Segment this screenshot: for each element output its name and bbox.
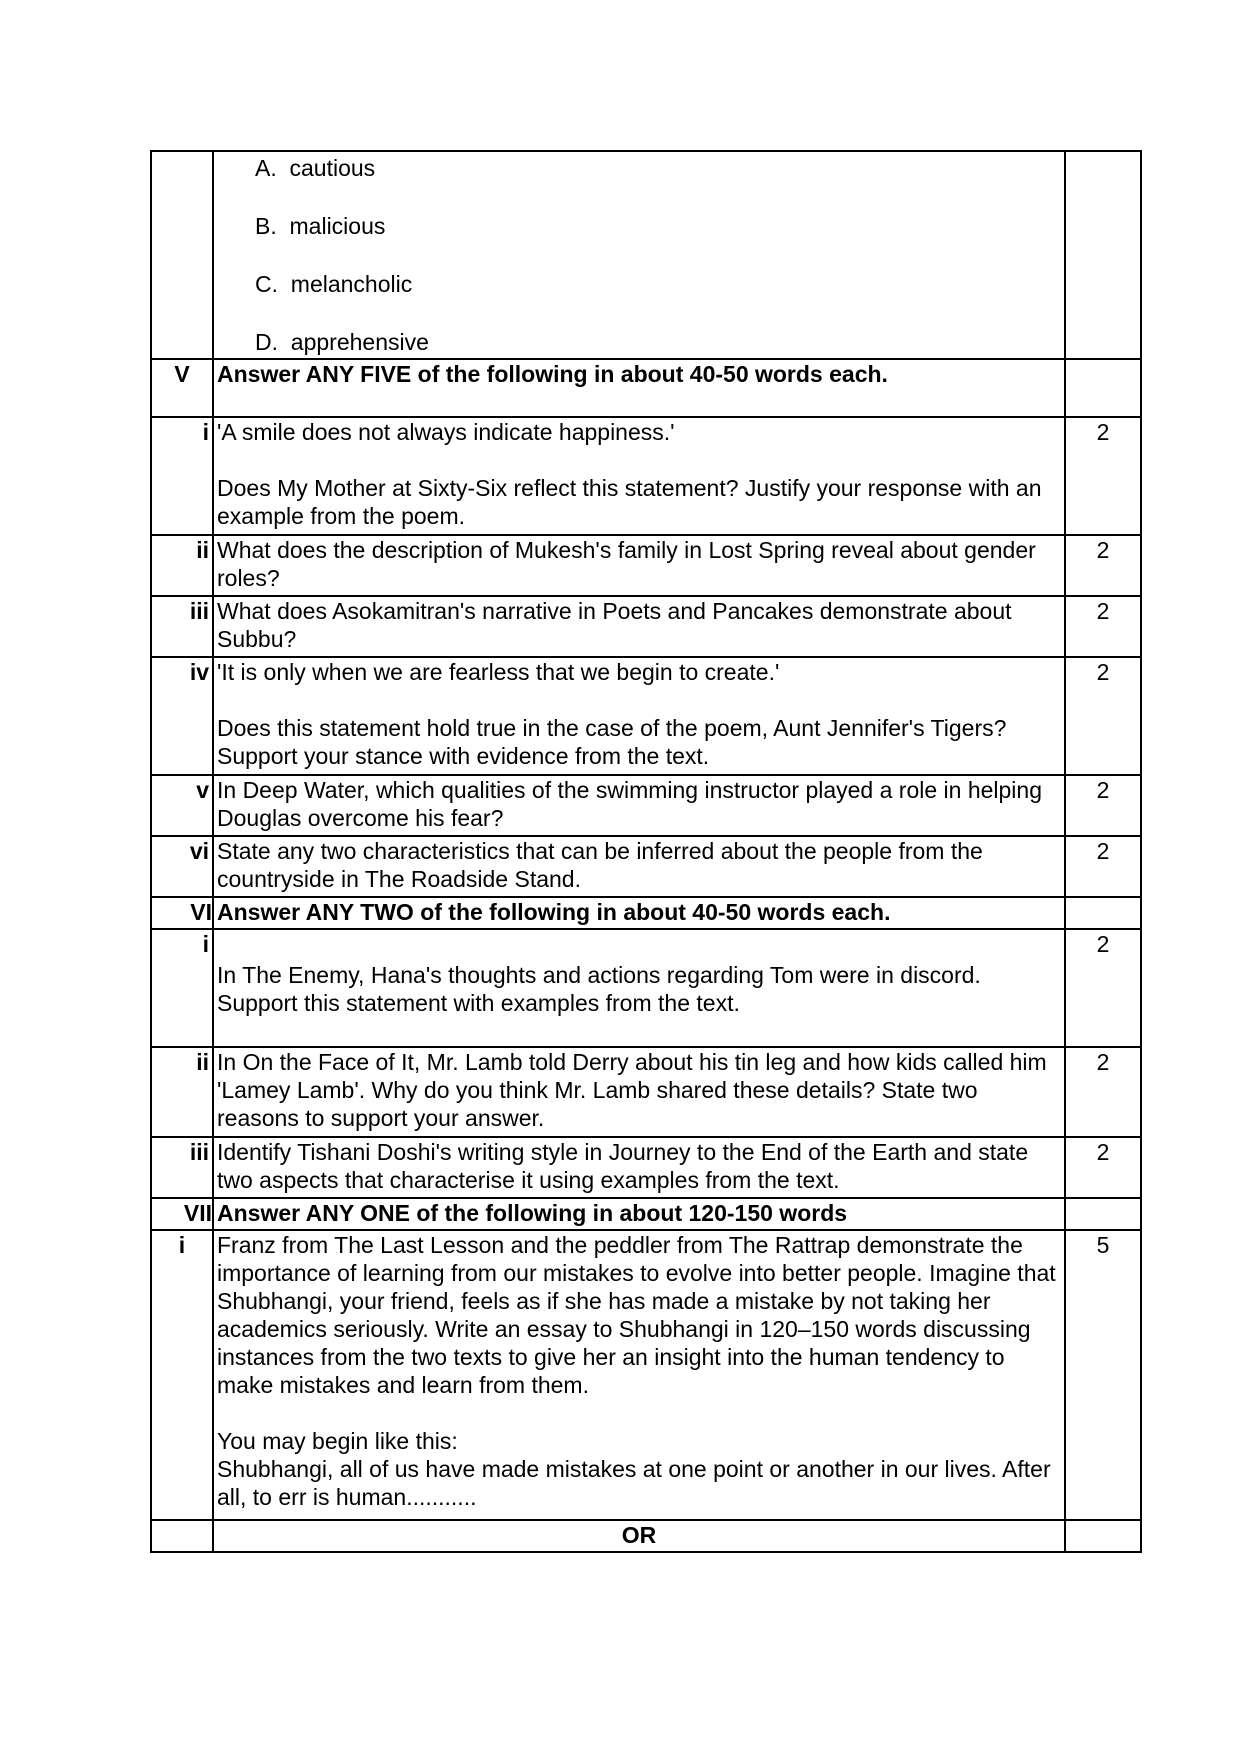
- question-number: i: [151, 1230, 213, 1520]
- question-text: Identify Tishani Doshi's writing style in Journey to the End of the Earth and state two aspects that characterise it using examples from the text.: [213, 1137, 1065, 1198]
- number-cell: [151, 1520, 213, 1552]
- options-row: [151, 151, 1141, 359]
- section-number: V: [151, 359, 213, 417]
- option-c: C. melancholic: [255, 271, 413, 297]
- question-paper-table: [150, 150, 1142, 1553]
- option-a: A. cautious: [255, 155, 376, 181]
- question-text: In The Enemy, Hana's thoughts and actions regarding Tom were in discord. Support this statement with examples from the text.: [213, 929, 1065, 1047]
- question-text: In Deep Water, which qualities of the swimming instructor played a role in helping Douglas overcome his fear?: [213, 775, 1065, 836]
- question-number: iv: [151, 657, 213, 775]
- section-number: VI: [151, 897, 213, 929]
- question-row: [151, 657, 1141, 775]
- question-row: [151, 836, 1141, 897]
- options-list: [217, 152, 1061, 358]
- question-marks: 5: [1065, 1230, 1141, 1520]
- section-header-row: [151, 1198, 1141, 1230]
- question-row: [151, 1047, 1141, 1137]
- question-number: vi: [151, 836, 213, 897]
- question-row: [151, 417, 1141, 535]
- question-text: State any two characteristics that can be inferred about the people from the countryside in The Roadside Stand.: [213, 836, 1065, 897]
- question-row: [151, 1137, 1141, 1198]
- question-row: [151, 775, 1141, 836]
- marks-cell: [1065, 1520, 1141, 1552]
- question-number: ii: [151, 1047, 213, 1137]
- section-heading: Answer ANY TWO of the following in about 40-50 words each.: [213, 897, 1065, 929]
- question-marks: 2: [1065, 775, 1141, 836]
- question-marks: 2: [1065, 596, 1141, 657]
- question-number: i: [151, 929, 213, 1047]
- question-number: iii: [151, 1137, 213, 1198]
- question-marks: 2: [1065, 1137, 1141, 1198]
- question-number: iii: [151, 596, 213, 657]
- option-d: D. apprehensive: [255, 329, 429, 355]
- marks-cell: [1065, 1198, 1141, 1230]
- section-header-row: [151, 359, 1141, 417]
- question-number: i: [151, 417, 213, 535]
- marks-cell: [1065, 359, 1141, 417]
- question-text: Franz from The Last Lesson and the peddler from The Rattrap demonstrate the importance of learning from our mistakes to evolve into better people. Imagine that Shubhangi, your friend, feels as if she has made a mistake by not taking her academics seriously. Write an essay to Shubhangi in 120–150 words discussing instances from the two texts to give her an insight into the human tendency to make mistakes and learn from them. You may begin like this: Shubhangi, all of us have made mistakes at one point or another in our lives. After all, to err is human...........: [213, 1230, 1065, 1520]
- question-text: What does the description of Mukesh's family in Lost Spring reveal about gender roles?: [213, 535, 1065, 596]
- question-number: v: [151, 775, 213, 836]
- question-marks: 2: [1065, 1047, 1141, 1137]
- section-number: VII: [151, 1198, 213, 1230]
- options-cell: [213, 151, 1065, 359]
- question-marks: 2: [1065, 929, 1141, 1047]
- question-row: [151, 535, 1141, 596]
- question-marks: 2: [1065, 535, 1141, 596]
- option-b: B. malicious: [255, 213, 386, 239]
- question-text: 'A smile does not always indicate happiness.' Does My Mother at Sixty-Six reflect this statement? Justify your response with an example from the poem.: [213, 417, 1065, 535]
- question-row: [151, 596, 1141, 657]
- section-heading: Answer ANY ONE of the following in about 120-150 words: [213, 1198, 1065, 1230]
- question-row: [151, 1230, 1141, 1520]
- question-row: [151, 929, 1141, 1047]
- number-cell: [151, 151, 213, 359]
- marks-cell: [1065, 151, 1141, 359]
- question-marks: 2: [1065, 657, 1141, 775]
- question-text: What does Asokamitran's narrative in Poets and Pancakes demonstrate about Subbu?: [213, 596, 1065, 657]
- question-marks: 2: [1065, 836, 1141, 897]
- or-row: [151, 1520, 1141, 1552]
- or-label: OR: [213, 1520, 1065, 1552]
- section-header-row: [151, 897, 1141, 929]
- question-marks: 2: [1065, 417, 1141, 535]
- section-heading: Answer ANY FIVE of the following in about 40-50 words each.: [213, 359, 1065, 417]
- question-number: ii: [151, 535, 213, 596]
- question-text: In On the Face of It, Mr. Lamb told Derry about his tin leg and how kids called him 'Lamey Lamb'. Why do you think Mr. Lamb shared these details? State two reasons to support your answer.: [213, 1047, 1065, 1137]
- marks-cell: [1065, 897, 1141, 929]
- question-text: 'It is only when we are fearless that we begin to create.' Does this statement hold true in the case of the poem, Aunt Jennifer's Tigers? Support your stance with evidence from the text.: [213, 657, 1065, 775]
